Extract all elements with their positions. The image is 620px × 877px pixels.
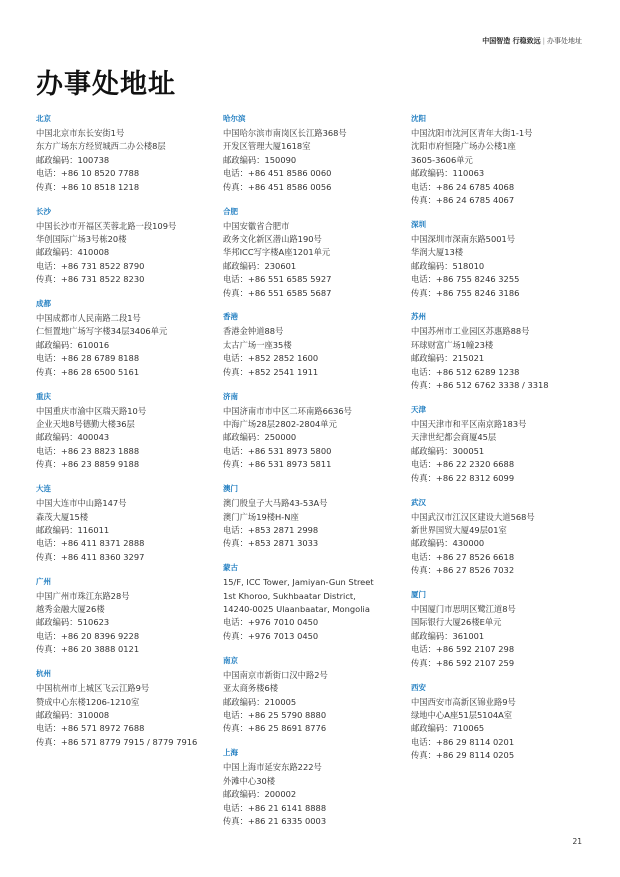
office-block	[36, 114, 221, 194]
office-address-line: 中国成都市人民南路二段1号	[36, 313, 141, 324]
office-column-3	[411, 114, 596, 775]
office-address-line: 中国大连市中山路147号	[36, 498, 127, 509]
office-city: 澳门	[223, 484, 238, 494]
office-address-line: 东方广场东方经贸城西二办公楼8层	[36, 141, 166, 152]
office-address-line: 国际银行大厦26楼E单元	[411, 617, 502, 628]
office-city: 大连	[36, 484, 51, 494]
office-address-line: 传真：+86 29 8114 0205	[411, 750, 515, 761]
office-address-line: 邮政编码：310008	[36, 710, 110, 720]
office-column-2	[223, 114, 408, 841]
office-city: 沈阳	[411, 114, 426, 123]
office-address-line: 传真：+852 2541 1911	[223, 366, 319, 377]
office-address-line: 电话：+86 592 2107 298	[411, 644, 515, 655]
office-address-line: 传真：+86 28 6500 5161	[36, 366, 140, 377]
office-address-line: 邮政编码：250000	[223, 432, 297, 443]
office-address-line: 传真：+976 7013 0450	[223, 630, 319, 641]
office-address-line: 中国广州市珠江东路28号	[36, 590, 130, 601]
office-address-line: 电话：+86 23 8823 1888	[36, 445, 140, 456]
office-address-line: 绿地中心A座51层5104A室	[411, 710, 513, 720]
office-address-line: 传真：+86 21 6335 0003	[223, 815, 327, 826]
office-city: 长沙	[36, 206, 51, 216]
office-block	[36, 577, 221, 657]
office-address-line: 中国上海市延安东路222号	[223, 762, 322, 773]
office-address-line: 邮政编码：410008	[36, 247, 110, 258]
office-address-line: 中国长沙市开福区芙蓉北路一段109号	[36, 220, 177, 231]
header-separator: |	[542, 37, 545, 45]
office-city: 蒙古	[223, 563, 238, 573]
office-address-line: 仁恒置地广场写字楼34层3406单元	[36, 326, 168, 337]
office-address-line: 邮政编码：610016	[36, 339, 110, 350]
office-address-line: 越秀金融大厦26楼	[36, 604, 105, 615]
office-address-line: 赞成中心东楼1206-1210室	[36, 696, 140, 707]
office-address-line: 中国苏州市工业园区苏惠路88号	[411, 326, 530, 337]
office-address-line: 电话：+86 21 6141 8888	[223, 802, 327, 813]
office-address-line: 传真：+86 755 8246 3186	[411, 287, 520, 298]
office-address-line: 环球财富广场1幢23楼	[411, 339, 494, 350]
office-block	[223, 207, 408, 300]
office-address-line: 传真：+86 451 8586 0056	[223, 181, 332, 192]
office-address-line: 中国杭州市上城区飞云江路9号	[36, 683, 150, 694]
office-address-line: 华润大厦13楼	[411, 247, 464, 258]
office-address-line: 电话：+86 755 8246 3255	[411, 274, 520, 285]
office-address-line: 传真：+86 27 8526 7032	[411, 565, 515, 576]
office-address-line: 邮政编码：110063	[411, 168, 485, 179]
office-block	[36, 669, 221, 749]
office-address-line: 邮政编码：361001	[411, 630, 485, 641]
office-address-line: 香港金钟道88号	[223, 326, 284, 337]
office-address-line: 电话：+86 571 8972 7688	[36, 723, 145, 734]
office-block	[36, 484, 221, 564]
office-address-line: 邮政编码：210005	[223, 696, 297, 707]
office-address-line: 华邦ICC写字楼A座1201单元	[223, 247, 331, 258]
office-city: 成都	[36, 299, 51, 309]
office-address-line: 邮政编码：116011	[36, 524, 110, 535]
office-address-line: 3605-3606单元	[411, 154, 473, 165]
office-block	[411, 114, 596, 207]
office-address-line: 中国沈阳市沈河区青年大街1-1号	[411, 128, 533, 138]
office-address-line: 外滩中心30楼	[223, 775, 276, 786]
office-address-line: 邮政编码：300051	[411, 445, 485, 456]
office-address-line: 中国深圳市深南东路5001号	[411, 233, 516, 244]
office-address-line: 邮政编码：400043	[36, 432, 110, 443]
office-city: 杭州	[36, 669, 51, 679]
office-address-line: 电话：+86 512 6289 1238	[411, 366, 520, 377]
office-address-line: 中国厦门市思明区鹭江道8号	[411, 604, 516, 615]
office-address-line: 传真：+86 512 6762 3338 / 3318	[411, 380, 549, 391]
office-address-line: 传真：+86 551 6585 5687	[223, 287, 332, 298]
office-address-line: 中国北京市东长安街1号	[36, 128, 125, 138]
office-address-line: 邮政编码：710065	[411, 723, 485, 734]
office-address-line: 15/F, ICC Tower, Jamiyan-Gun Street	[223, 577, 374, 588]
office-city: 广州	[36, 576, 51, 586]
office-address-line: 企业天地8号德勤大楼36层	[36, 419, 135, 429]
office-address-line: 电话：+86 10 8520 7788	[36, 168, 140, 179]
office-block	[223, 392, 408, 472]
office-address-line: 中海广场28层2802-2804单元	[223, 419, 337, 429]
office-block	[36, 299, 221, 379]
office-address-line: 新世界国贸大厦49层01室	[411, 524, 507, 535]
office-address-line: 电话：+853 2871 2998	[223, 524, 319, 535]
office-address-line: 传真：+86 22 8312 6099	[411, 472, 515, 483]
office-address-line: 电话：+86 451 8586 0060	[223, 168, 332, 179]
office-address-line: 电话：+852 2852 1600	[223, 353, 319, 364]
office-address-line: 天津世纪都会商厦45层	[411, 432, 497, 443]
header-section: 办事处地址	[547, 37, 582, 45]
office-address-line: 中国西安市高新区锦业路9号	[411, 696, 516, 707]
office-address-line: 电话：+86 22 2320 6688	[411, 459, 515, 470]
office-address-line: 中国安徽省合肥市	[223, 220, 290, 231]
office-address-line: 澳门广场19楼H-N座	[223, 511, 299, 522]
office-address-line: 沈阳市府恒隆广场办公楼1座	[411, 141, 516, 152]
office-address-line: 传真：+86 25 8691 8776	[223, 723, 327, 734]
office-address-line: 传真：+86 531 8973 5811	[223, 459, 332, 470]
office-city: 武汉	[411, 497, 426, 507]
office-address-line: 邮政编码：100738	[36, 154, 110, 165]
office-city: 天津	[411, 405, 426, 414]
office-address-line: 太古广场一座35楼	[223, 339, 292, 350]
office-city: 上海	[223, 748, 238, 758]
office-address-line: 亚太商务楼6楼	[223, 683, 279, 694]
office-address-line: 传真：+86 20 3888 0121	[36, 644, 140, 655]
office-city: 北京	[36, 114, 51, 123]
office-block	[411, 312, 596, 392]
office-address-line: 开发区管理大厦1618室	[223, 141, 311, 152]
office-city: 济南	[223, 391, 238, 401]
office-city: 香港	[223, 312, 238, 322]
office-address-line: 电话：+86 29 8114 0201	[411, 736, 515, 747]
office-block	[223, 656, 408, 736]
office-address-line: 电话：+976 7010 0450	[223, 617, 319, 628]
office-address-line: 中国天津市和平区南京路183号	[411, 419, 527, 429]
office-city: 哈尔滨	[223, 114, 246, 123]
page-header	[482, 36, 582, 46]
office-block	[223, 484, 408, 551]
office-block	[36, 207, 221, 287]
office-address-line: 电话：+86 28 6789 8188	[36, 353, 140, 364]
office-block	[223, 312, 408, 379]
office-address-line: 传真：+86 24 6785 4067	[411, 195, 515, 206]
office-block	[411, 590, 596, 670]
office-address-line: 中国济南市市中区二环南路6636号	[223, 405, 352, 416]
office-address-line: 电话：+86 27 8526 6618	[411, 551, 515, 562]
office-address-line: 电话：+86 25 5790 8880	[223, 710, 327, 720]
office-block	[411, 220, 596, 300]
office-city: 重庆	[36, 391, 51, 401]
office-address-line: 传真：+86 23 8859 9188	[36, 459, 140, 470]
office-address-line: 电话：+86 551 6585 5927	[223, 274, 332, 285]
office-address-line: 华创国际广场3号栋20楼	[36, 233, 127, 244]
office-block	[223, 114, 408, 194]
office-address-line: 政务文化新区潜山路190号	[223, 233, 322, 244]
office-address-line: 传真：+86 731 8522 8230	[36, 274, 145, 285]
office-address-line: 邮政编码：430000	[411, 538, 485, 549]
page-title: 办事处地址	[36, 69, 176, 100]
office-city: 苏州	[411, 312, 426, 322]
office-city: 深圳	[411, 219, 426, 229]
office-city: 厦门	[411, 590, 426, 600]
office-address-line: 邮政编码：150090	[223, 154, 297, 165]
office-block	[223, 563, 408, 643]
office-address-line: 邮政编码：200002	[223, 789, 297, 800]
office-address-line: 中国南京市新街口汉中路2号	[223, 669, 328, 680]
office-city: 南京	[223, 655, 238, 665]
office-address-line: 澳门殷皇子大马路43-53A号	[223, 498, 328, 509]
office-address-line: 中国武汉市江汉区建设大道568号	[411, 511, 535, 522]
office-address-line: 传真：+86 571 8779 7915 / 8779 7916	[36, 736, 198, 747]
office-address-line: 1st Khoroo, Sukhbaatar District,	[223, 590, 356, 601]
office-column-1	[36, 114, 221, 762]
office-block	[411, 405, 596, 485]
office-address-line: 中国重庆市渝中区瑞天路10号	[36, 405, 147, 416]
page-number: 21	[572, 837, 582, 846]
office-address-line: 邮政编码：518010	[411, 260, 485, 271]
header-brand: 中国智造 行稳致远	[482, 37, 541, 45]
office-address-line: 邮政编码：510623	[36, 617, 110, 628]
office-address-line: 传真：+86 10 8518 1218	[36, 181, 140, 192]
office-address-line: 电话：+86 20 8396 9228	[36, 630, 140, 641]
office-address-line: 传真：+86 592 2107 259	[411, 657, 515, 668]
office-city: 合肥	[223, 206, 238, 216]
office-address-line: 中国哈尔滨市南岗区长江路368号	[223, 128, 347, 138]
office-address-line: 森茂大厦15楼	[36, 511, 89, 522]
office-address-line: 电话：+86 24 6785 4068	[411, 181, 515, 192]
office-address-line: 14240-0025 Ulaanbaatar, Mongolia	[223, 604, 370, 615]
office-address-line: 邮政编码：230601	[223, 260, 297, 271]
office-address-line: 电话：+86 411 8371 2888	[36, 538, 145, 549]
office-block	[36, 392, 221, 472]
office-address-line: 电话：+86 531 8973 5800	[223, 445, 332, 456]
office-address-line: 传真：+853 2871 3033	[223, 538, 319, 549]
office-address-line: 传真：+86 411 8360 3297	[36, 551, 145, 562]
office-block	[411, 683, 596, 763]
office-address-line: 电话：+86 731 8522 8790	[36, 260, 145, 271]
office-city: 西安	[411, 682, 426, 692]
office-address-line: 邮政编码：215021	[411, 353, 485, 364]
office-block	[411, 498, 596, 578]
office-block	[223, 748, 408, 828]
